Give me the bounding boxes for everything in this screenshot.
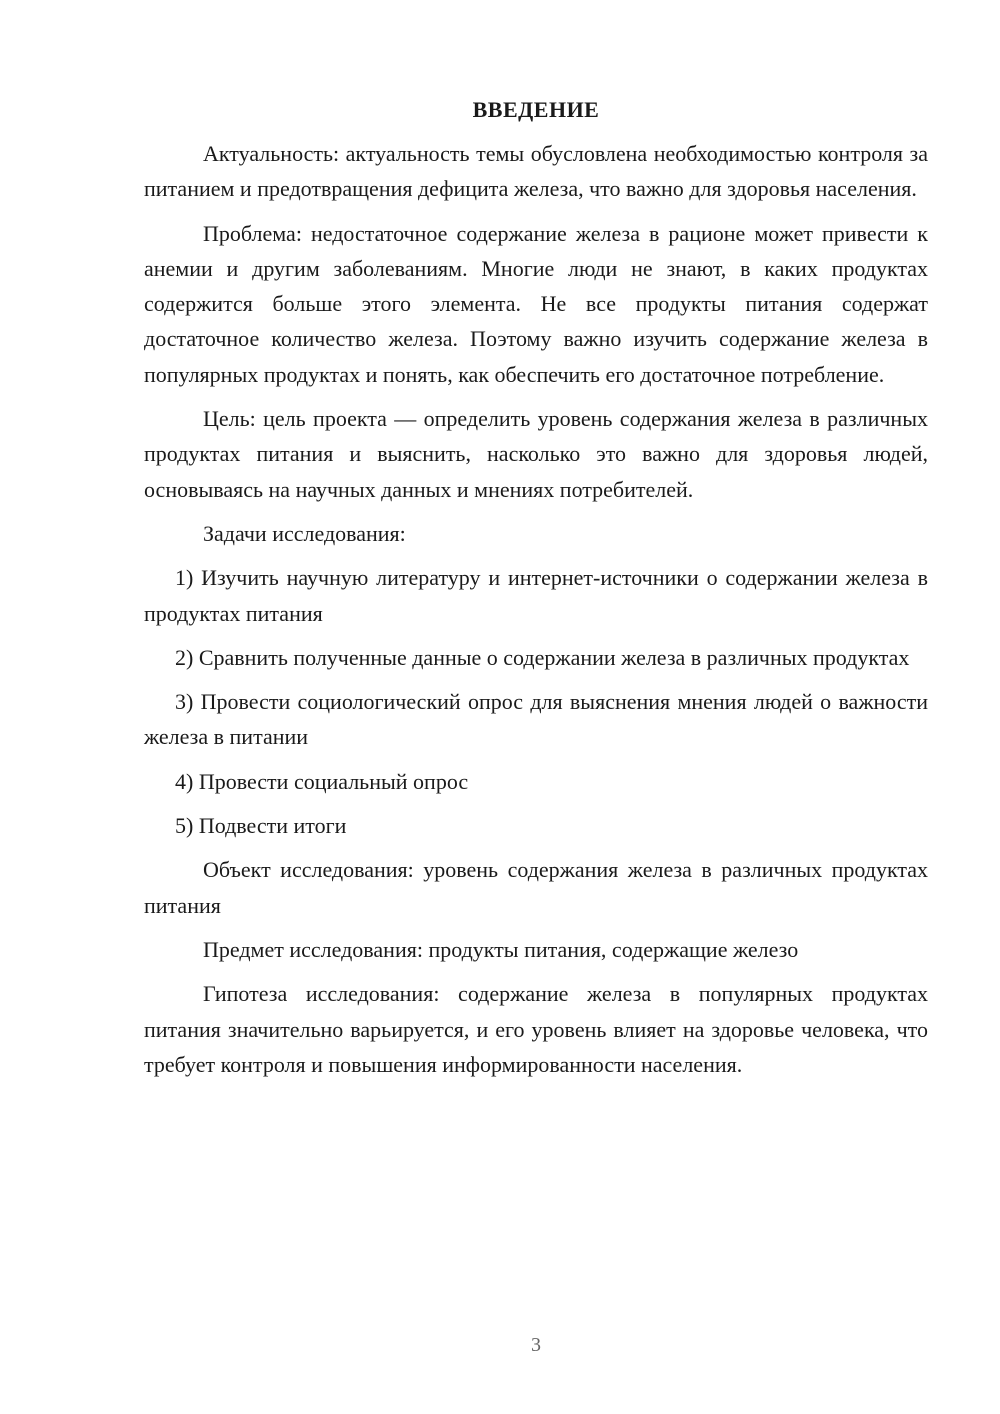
- task-item: 4) Провести социальный опрос: [175, 768, 469, 794]
- task-item: 5) Подвести итоги: [175, 813, 347, 839]
- paragraph-tasks-heading: Задачи исследования:: [203, 520, 406, 546]
- paragraph-object: Объект исследования: уровень содержания железа в различных продуктах питания: [144, 857, 928, 918]
- task-item: 2) Сравнить полученные данные о содержании железа в различных продуктах: [175, 644, 910, 670]
- document-page: [144, 92, 928, 1091]
- task-item: 1) Изучить научную литературу и интернет-источники о содержании железа в продуктах питания: [144, 565, 928, 626]
- paragraph-hypothesis: Гипотеза исследования: содержание железа в популярных продуктах питания значительно варьируется, и его уровень влияет на здоровье человека, что требует контроля и повышения информированности населения.: [144, 981, 928, 1077]
- section-title: ВВЕДЕНИЕ: [472, 97, 600, 122]
- paragraph-problem: Проблема: недостаточное содержание железа в рационе может привести к анемии и другим заболеваниям. Многие люди не знают, в каких продуктах содержится больше этого элемента. Не все продукты питания содержат достаточное количество железа. Поэтому важно изучить содержание железа в популярных продуктах и понять, как обеспечить его достаточное потребление.: [144, 220, 928, 387]
- paragraph-relevance: Актуальность: актуальность темы обусловлена необходимостью контроля за питанием и предотвращения дефицита железа, что важно для здоровья населения.: [144, 141, 928, 202]
- page-number: 3: [531, 1334, 541, 1356]
- paragraph-goal: Цель: цель проекта — определить уровень содержания железа в различных продуктах питания и выяснить, насколько это важно для здоровья людей, основываясь на научных данных и мнениях потребителей.: [144, 406, 928, 502]
- task-item: 3) Провести социологический опрос для выяснения мнения людей о важности железа в питании: [144, 689, 928, 750]
- paragraph-subject: Предмет исследования: продукты питания, содержащие железо: [203, 936, 799, 962]
